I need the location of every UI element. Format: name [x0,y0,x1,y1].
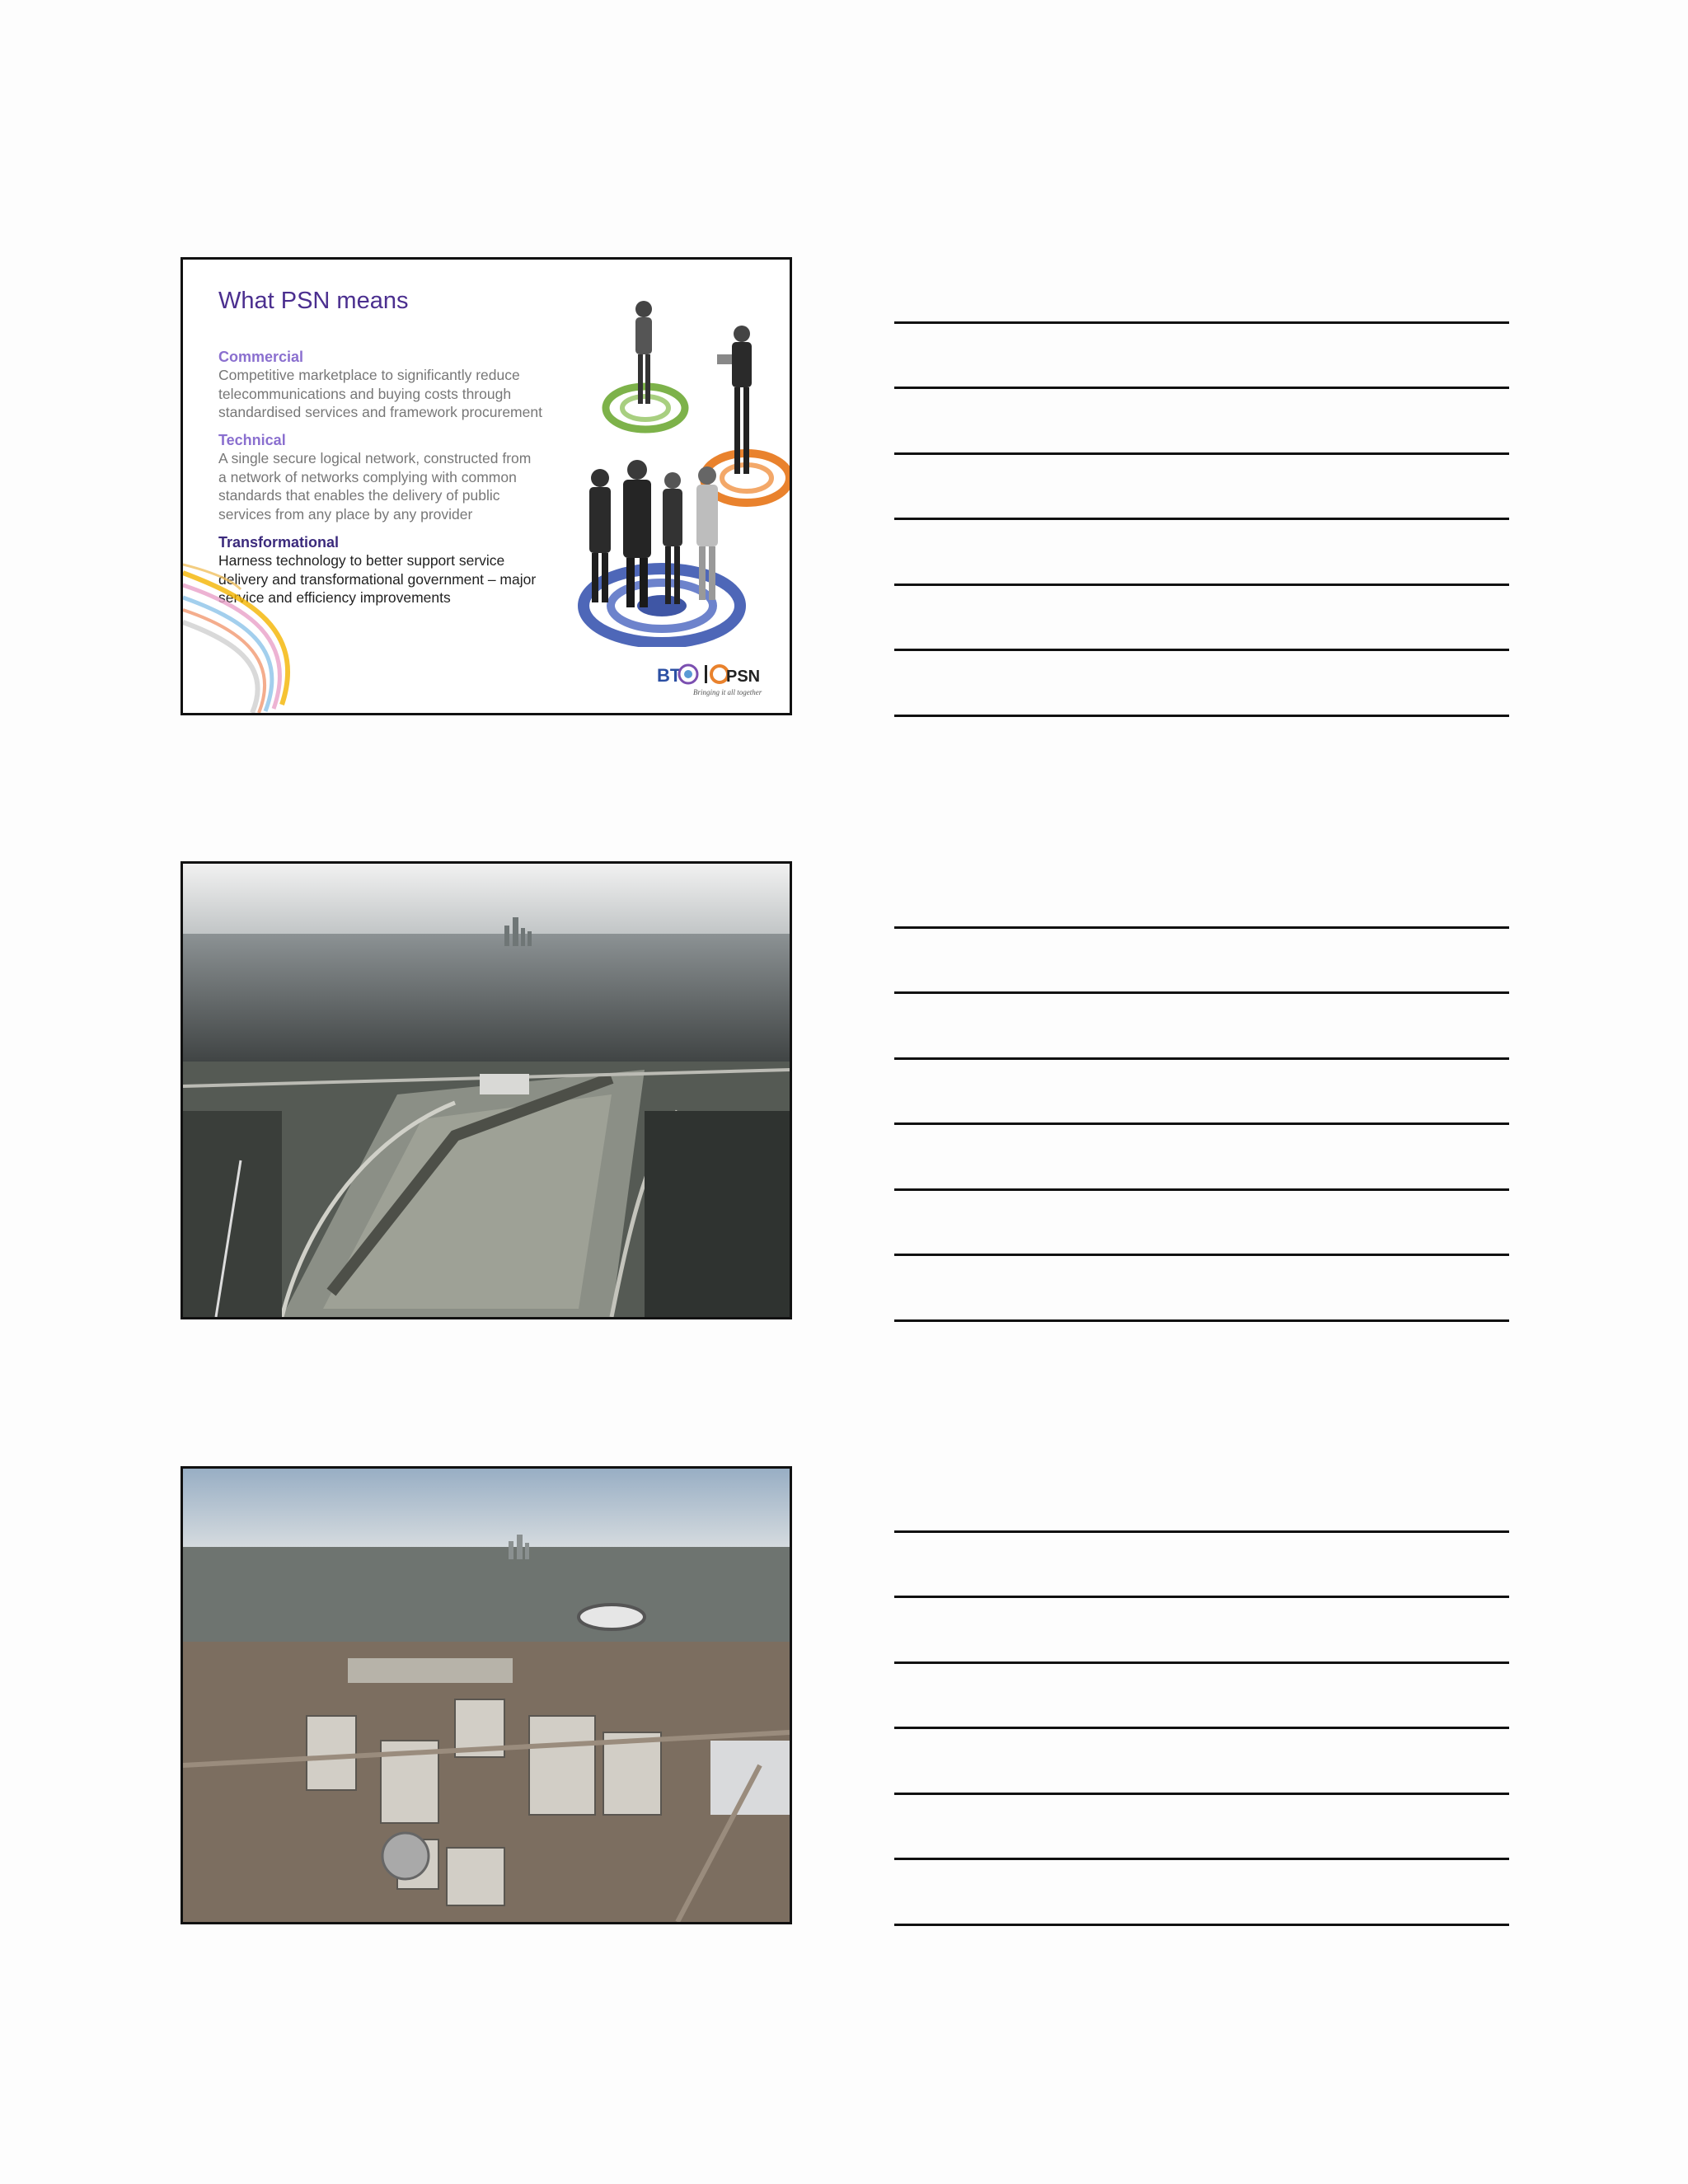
note-line [894,387,1509,389]
note-line [894,926,1509,929]
slide-thumbnail-2 [181,861,792,1319]
section-body-line: standards that enables the delivery of public [218,487,500,504]
note-line [894,518,1509,520]
note-line [894,1727,1509,1729]
slide-title: What PSN means [218,288,409,314]
note-line [894,321,1509,324]
note-line [894,1661,1509,1664]
section-body-line: A single secure logical network, constructed from [218,450,532,466]
bt-psn-logos [657,660,772,700]
logo-tagline: Bringing it all together [693,688,762,696]
note-line [894,991,1509,994]
note-line [894,1530,1509,1533]
note-line [894,1793,1509,1795]
note-line [894,1188,1509,1191]
section-body-line: Competitive marketplace to significantly reduce [218,367,520,383]
note-line [894,452,1509,455]
section-commercial [218,348,573,422]
bt-logo-text: BT [657,665,682,686]
decorative-swoosh [183,548,315,713]
aerial-photo-olympic-park [183,1469,790,1922]
note-line [894,1858,1509,1860]
section-body-line: telecommunications and buying costs through [218,385,512,402]
section-body-line: a network of networks complying with common [218,468,517,485]
note-line [894,715,1509,717]
aerial-photo-construction-site [183,864,790,1317]
section-body-line: standardised services and framework procurement [218,404,542,420]
section-technical [218,431,573,523]
note-line [894,1319,1509,1322]
note-line [894,1057,1509,1060]
section-body-line: services from any place by any provider [218,505,473,523]
section-body-line: Harness technology to better support service [218,552,505,569]
section-heading: Technical [218,432,286,448]
section-heading: Transformational [218,534,340,551]
section-body-line: delivery and transformational government – major [218,570,537,588]
note-line [894,649,1509,651]
section-body-line: service and efficiency improvements [218,589,451,606]
note-line [894,583,1509,586]
section-heading: Commercial [218,349,304,365]
note-line [894,1254,1509,1256]
slide-thumbnail-3 [181,1466,792,1924]
slide-thumbnail-1 [181,257,792,715]
note-line [894,1596,1509,1598]
psn-logo-text: PSN [726,668,761,686]
people-on-targets-illustration [567,293,790,647]
note-line [894,1924,1509,1926]
note-line [894,1122,1509,1125]
